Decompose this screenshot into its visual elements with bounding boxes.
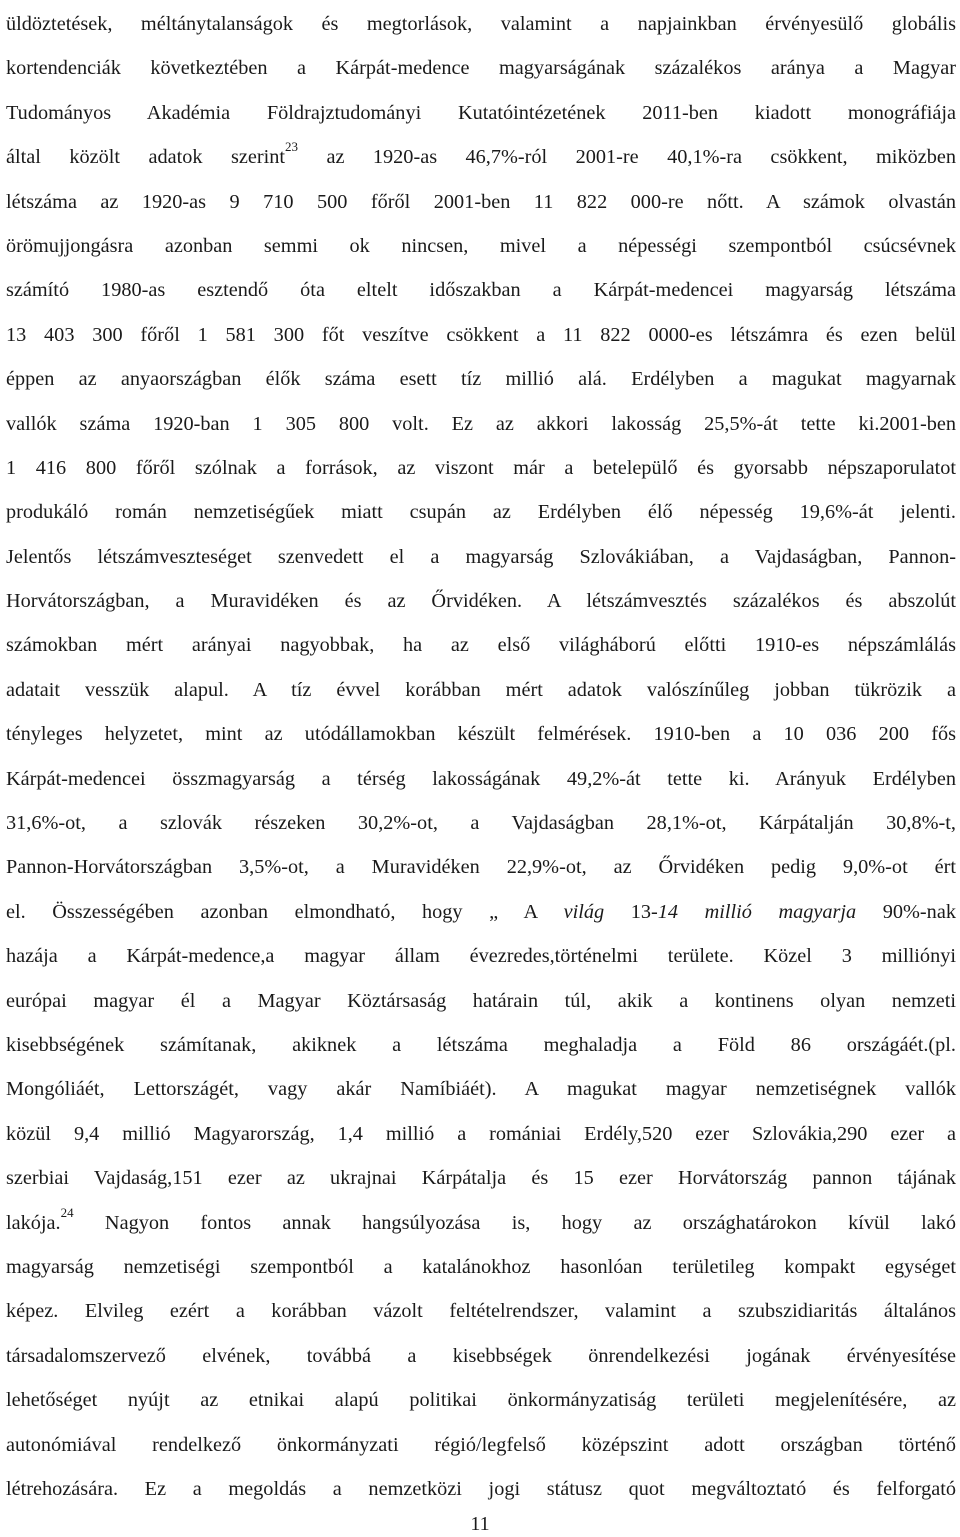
text-line: éppen az anyaországban élők száma esett tíz millió alá. Erdélyben a magukat magyarnak xyxy=(6,368,956,391)
text-fragment: által közölt adatok szerint xyxy=(6,146,286,169)
text-line: szerbiai Vajdaság,151 ezer az ukrajnai Kárpátalja és 15 ezer Horvátország pannon tájának xyxy=(6,1167,956,1190)
text-line: 31,6%-ot, a szlovák részeken 30,2%-ot, a Vajdaságban 28,1%-ot, Kárpátalján 30,8%-t, xyxy=(6,812,956,835)
text-fragment: el. Összességében azonban elmondható, hogy „ A xyxy=(6,900,564,923)
text-line: hazája a Kárpát-medence,a magyar állam évezredes,történelmi területe. Közel 3 milliónyi xyxy=(6,945,956,968)
text-fragment: az 1920-as 46,7%-ról 2001-re 40,1%-ra csökkent, miközben xyxy=(298,146,957,169)
text-line: Pannon-Horvátországban 3,5%-ot, a Muravidéken 22,9%-ot, az Őrvidéken pedig 9,0%-ot ért xyxy=(6,856,956,879)
text-line: vallók száma 1920-ban 1 305 800 volt. Ez az akkori lakosság 25,5%-át tette ki.2001-ben xyxy=(6,412,956,435)
italic-text: világ xyxy=(563,900,605,923)
text-line: Horvátországban, a Muravidéken és az Őrvidéken. A létszámvesztés százalékos és abszolút xyxy=(6,590,956,613)
footnote-ref-24: 24 xyxy=(60,1204,74,1220)
text-line: képez. Elvileg ezért a korábban vázolt feltételrendszer, valamint a szubszidiaritás általános xyxy=(6,1300,956,1323)
text-line: 13 403 300 főről 1 581 300 főt veszítve csökkent a 11 822 0000-es létszámra és ezen belül xyxy=(6,323,956,346)
text-line: 1 416 800 főről szólnak a források, az viszont már a betelepülő és gyorsabb népszaporulatot xyxy=(6,456,956,479)
footnote-ref-23: 23 xyxy=(285,139,299,155)
text-line xyxy=(6,1201,956,1245)
text-line: Jelentős létszámveszteséget szenvedett el a magyarság Szlovákiában, a Vajdaságban, Pannon- xyxy=(6,545,956,568)
text-line: adatait vesszük alapul. A tíz évvel korábban mért adatok valószínűleg jobban tükrözik a xyxy=(6,678,956,701)
text-line: lehetőséget nyújt az etnikai alapú politikai önkormányzatiság területi megjelenítésére, az xyxy=(6,1389,956,1412)
text-line: Tudományos Akadémia Földrajztudományi Kutatóintézetének 2011-ben kiadott monográfiája xyxy=(6,101,956,124)
text-line: kortendenciák következtében a Kárpát-medence magyarságának százalékos aránya a Magyar xyxy=(6,57,956,80)
text-line: létrehozására. Ez a megoldás a nemzetközi jogi státusz quot megváltoztató és felforgató xyxy=(6,1477,956,1500)
body-text xyxy=(6,2,956,1511)
text-line: számító 1980-as esztendő óta eltelt időszakban a Kárpát-medencei magyarság létszáma xyxy=(6,279,956,302)
italic-text: 14 millió magyarja xyxy=(657,900,857,923)
text-line: társadalomszervező elvének, továbbá a kisebbségek önrendelkezési jogának érvényesítése xyxy=(6,1344,956,1367)
text-line: magyarság nemzetiségi szempontból a katalánokhoz hasonlóan területileg kompakt egységet xyxy=(6,1255,956,1278)
text-line: tényleges helyzetet, mint az utódállamokban készült felmérések. 1910-ben a 10 036 200 fős xyxy=(6,723,956,746)
text-line: kisebbségének számítanak, akiknek a létszáma meghaladja a Föld 86 országáét.(pl. xyxy=(6,1033,956,1056)
text-fragment: Nagyon fontos annak hangsúlyozása is, hogy az országhatárokon kívül lakó xyxy=(73,1211,956,1234)
text-line: Kárpát-medencei összmagyarság a térség lakosságának 49,2%-át tette ki. Arányuk Erdélyben xyxy=(6,767,956,790)
text-line: számokban mért arányai nagyobbak, ha az első világháború előtti 1910-es népszámlálás xyxy=(6,634,956,657)
text-line: üldöztetések, méltánytalanságok és megtorlások, valamint a napjainkban érvényesülő globális xyxy=(6,13,956,35)
text-line: Mongóliáét, Lettországét, vagy akár Namíbiáét). A magukat magyar nemzetiségnek vallók xyxy=(6,1078,956,1101)
text-line: európai magyar él a Magyar Köztársaság határain túl, akik a kontinens olyan nemzeti xyxy=(6,989,956,1012)
text-fragment: lakója. xyxy=(6,1211,61,1234)
text-line: létszáma az 1920-as 9 710 500 főről 2001-ben 11 822 000-re nőtt. A számok olvastán xyxy=(6,190,956,213)
text-line: autonómiával rendelkező önkormányzati régió/legfelső középszint adott országban történő xyxy=(6,1433,956,1456)
text-line: produkáló román nemzetiségűek miatt csupán az Erdélyben élő népesség 19,6%-át jelenti. xyxy=(6,501,956,524)
text-line: örömujjongásra azonban semmi ok nincsen, mivel a népességi szempontból csúcsévnek xyxy=(6,234,956,257)
text-fragment: 13- xyxy=(604,900,658,923)
page-number: 11 xyxy=(470,1513,490,1535)
text-line: közül 9,4 millió Magyarország, 1,4 millió a romániai Erdély,520 ezer Szlovákia,290 ezer a xyxy=(6,1122,956,1145)
text-fragment: 90%-nak xyxy=(856,900,956,923)
text-line xyxy=(6,135,956,179)
text-line xyxy=(6,890,956,934)
